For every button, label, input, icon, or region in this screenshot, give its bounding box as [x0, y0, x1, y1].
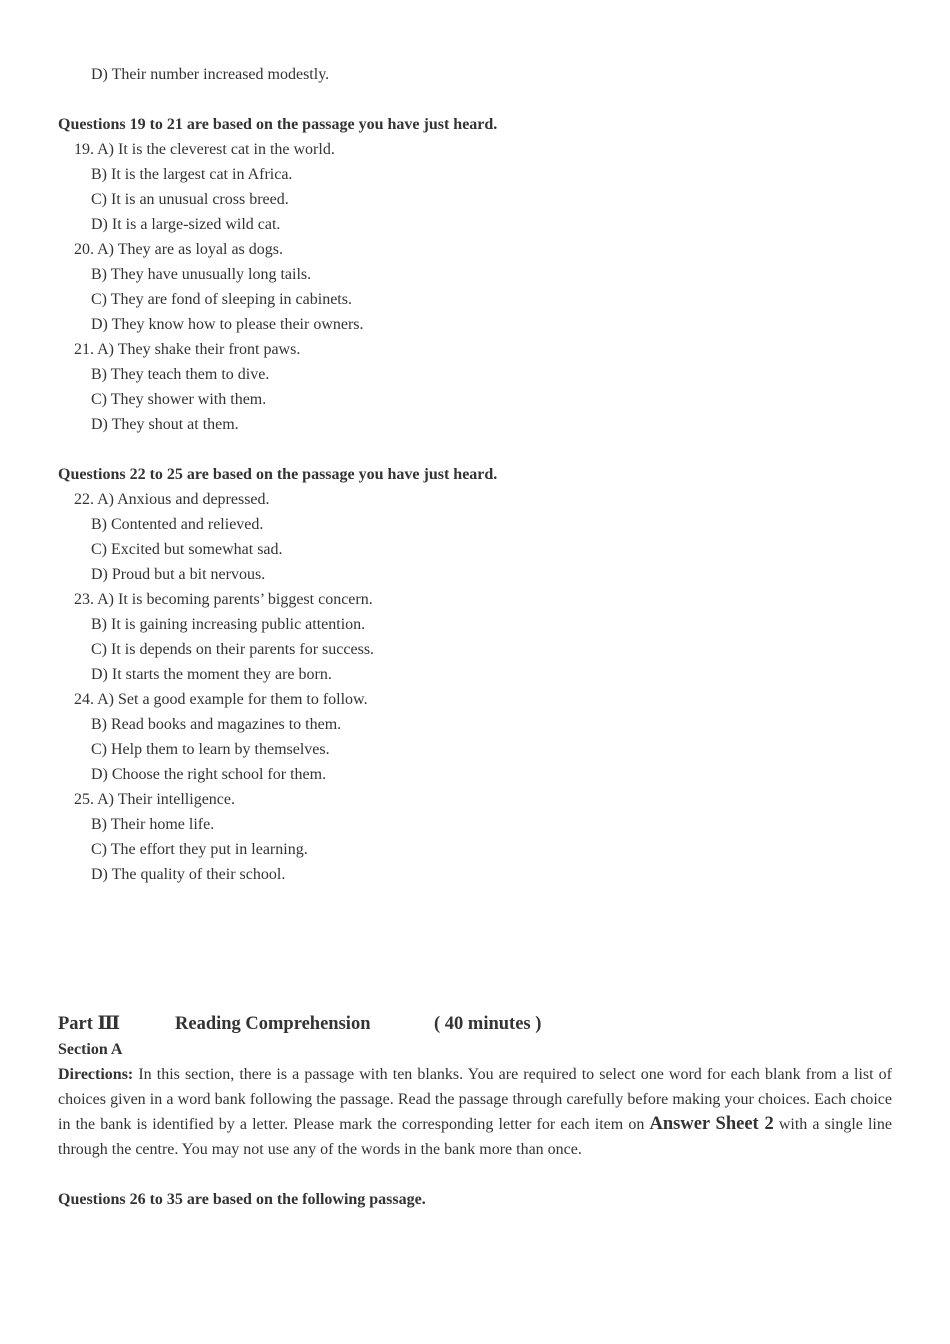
document-page [58, 62, 892, 1212]
option-22d: D) Proud but a bit nervous. [91, 566, 266, 583]
question-22: 22. A) Anxious and depressed. [74, 491, 270, 508]
option-19b: B) It is the largest cat in Africa. [91, 166, 293, 183]
group-header-19-21: Questions 19 to 21 are based on the passage you have just heard. [58, 116, 498, 133]
directions-label: Directions: [58, 1066, 134, 1083]
part-time: ( 40 minutes ) [434, 1014, 542, 1034]
option-24b: B) Read books and magazines to them. [91, 716, 342, 733]
option-21d: D) They shout at them. [91, 416, 239, 433]
question-19: 19. A) It is the cleverest cat in the world. [74, 141, 335, 158]
option-19d: D) It is a large-sized wild cat. [91, 216, 281, 233]
part-title: Reading Comprehension [175, 1014, 371, 1034]
option-20b: B) They have unusually long tails. [91, 266, 312, 283]
directions-tail: with a single line through the centre. You may not use any of the words in the bank more than once. [58, 1116, 892, 1158]
option-21b: B) They teach them to dive. [91, 366, 270, 383]
option-22c: C) Excited but somewhat sad. [91, 541, 283, 558]
option-20d: D) They know how to please their owners. [91, 316, 364, 333]
option-22b: B) Contented and relieved. [91, 516, 264, 533]
option-25b: B) Their home life. [91, 816, 215, 833]
answer-sheet-label: Answer Sheet 2 [649, 1114, 774, 1134]
option-18d: D) Their number increased modestly. [91, 66, 330, 83]
question-23: 23. A) It is becoming parents’ biggest concern. [74, 591, 373, 608]
option-23c: C) It is depends on their parents for success. [91, 641, 375, 658]
question-21: 21. A) They shake their front paws. [74, 341, 301, 358]
passage-header: Questions 26 to 35 are based on the following passage. [58, 1191, 426, 1208]
group-header-22-25: Questions 22 to 25 are based on the passage you have just heard. [58, 466, 498, 483]
section-label: Section A [58, 1041, 123, 1058]
option-24c: C) Help them to learn by themselves. [91, 741, 330, 758]
option-23d: D) It starts the moment they are born. [91, 666, 332, 683]
option-21c: C) They shower with them. [91, 391, 267, 408]
option-23b: B) It is gaining increasing public attention. [91, 616, 366, 633]
option-25c: C) The effort they put in learning. [91, 841, 308, 858]
part-heading [58, 1011, 892, 1037]
option-20c: C) They are fond of sleeping in cabinets. [91, 291, 352, 308]
option-24d: D) Choose the right school for them. [91, 766, 327, 783]
option-19c: C) It is an unusual cross breed. [91, 191, 289, 208]
option-25d: D) The quality of their school. [91, 866, 286, 883]
question-24: 24. A) Set a good example for them to follow. [74, 691, 368, 708]
question-20: 20. A) They are as loyal as dogs. [74, 241, 283, 258]
question-25: 25. A) Their intelligence. [74, 791, 235, 808]
directions-paragraph [58, 1062, 892, 1162]
directions-text: In this section, there is a passage with ten blanks. You are required to select one word for each blank from a list of choices given in a word bank following the passage. Read the passage through carefully before making your choices. Each choice in the bank is identified by a letter. Please mark the corresponding letter for each item on [58, 1066, 892, 1133]
part-label: Part Ⅲ [58, 1014, 121, 1034]
